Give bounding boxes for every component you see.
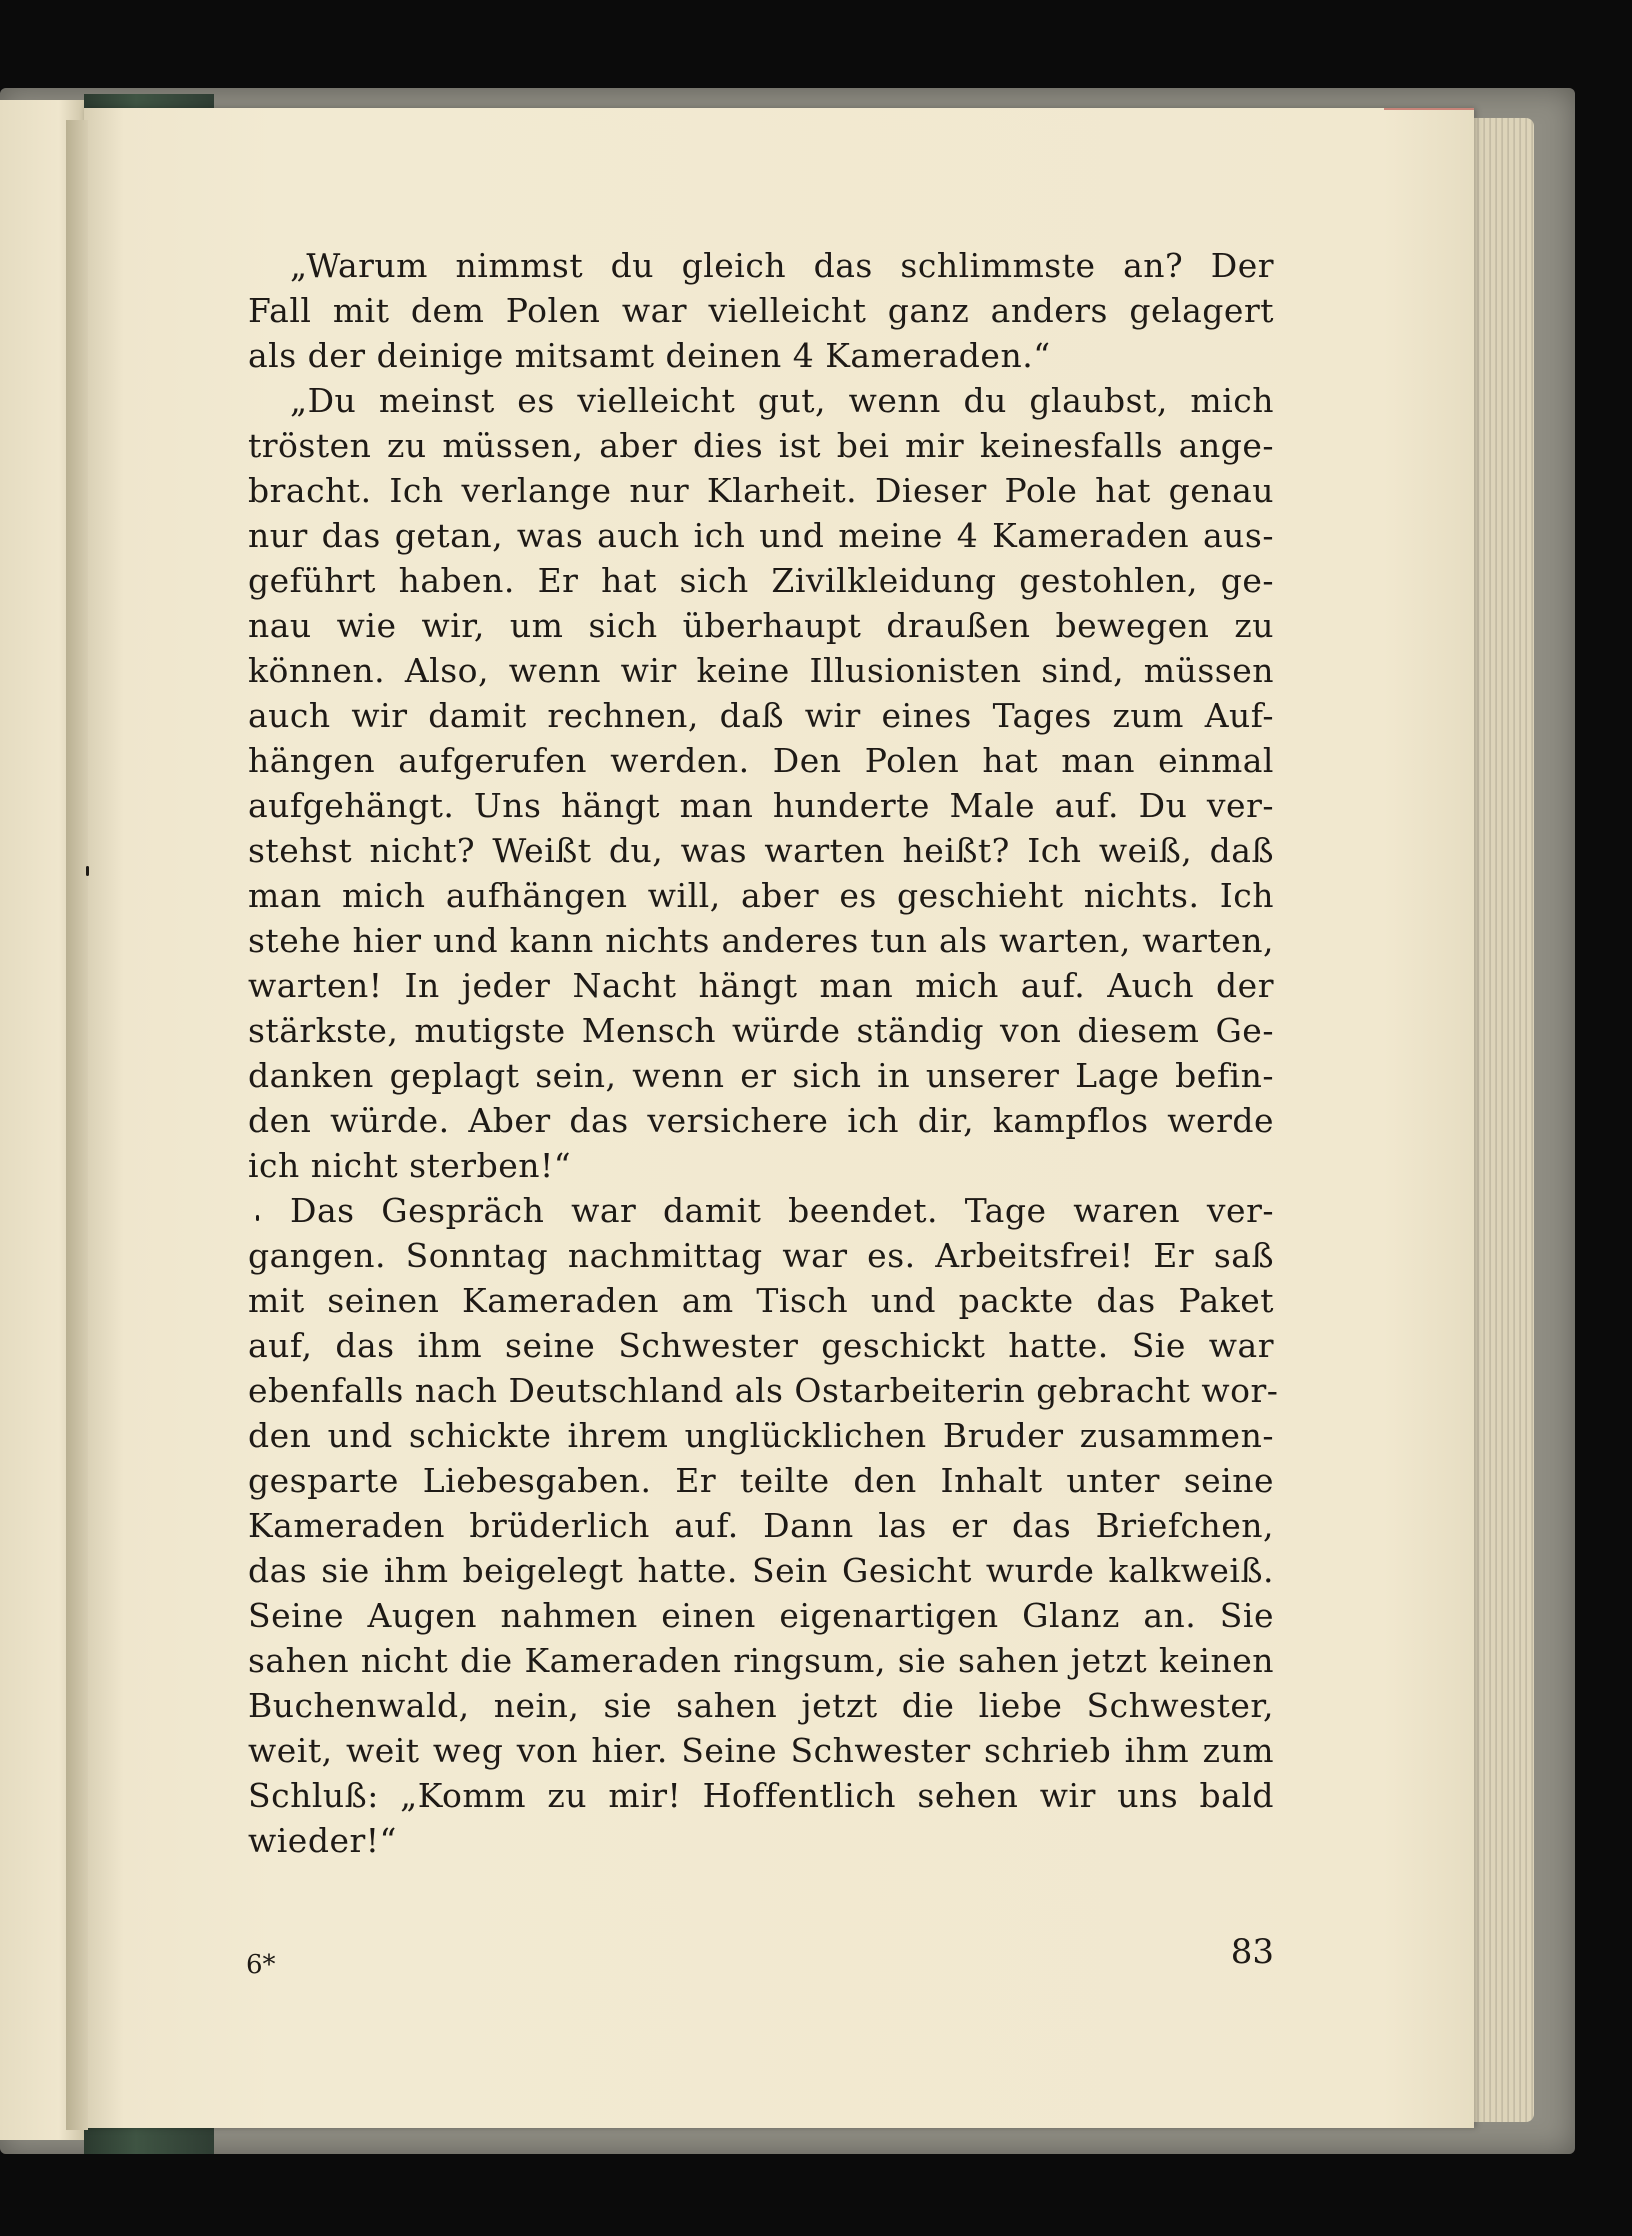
page-text (248, 244, 1279, 1944)
text-line: Schluß: „Komm zu mir! Hoffentlich sehen wir uns bald (248, 1776, 1274, 1815)
signature-mark: 6* (246, 1950, 276, 1980)
margin-speck (256, 1215, 259, 1221)
text-line: ich nicht sterben!“ (248, 1146, 572, 1185)
text-line: Fall mit dem Polen war vielleicht ganz anders gelagert (248, 291, 1274, 330)
page-gutter (66, 120, 88, 2130)
text-line: danken geplagt sein, wenn er sich in unserer Lage befin- (248, 1056, 1274, 1095)
text-line: aufgehängt. Uns hängt man hunderte Male auf. Du ver- (248, 786, 1274, 825)
text-line: stehst nicht? Weißt du, was warten heißt? Ich weiß, daß (248, 831, 1274, 870)
text-line: man mich aufhängen will, aber es geschieht nichts. Ich (248, 876, 1274, 915)
text-line: ebenfalls nach Deutschland als Ostarbeiterin gebracht wor- (248, 1371, 1279, 1410)
page-number: 83 (1230, 1932, 1274, 1972)
text-line: warten! In jeder Nacht hängt man mich auf. Auch der (248, 966, 1274, 1005)
text-line: hängen aufgerufen werden. Den Polen hat man einmal (248, 741, 1274, 780)
text-line: Seine Augen nahmen einen eigenartigen Glanz an. Sie (248, 1596, 1274, 1635)
text-line: weit, weit weg von hier. Seine Schwester schrieb ihm zum (248, 1731, 1274, 1770)
text-line: geführt haben. Er hat sich Zivilkleidung gestohlen, ge- (248, 561, 1274, 600)
text-line: Buchenwald, nein, sie sahen jetzt die liebe Schwester, (248, 1686, 1274, 1725)
text-line: mit seinen Kameraden am Tisch und packte das Paket (248, 1281, 1274, 1320)
text-line: „Du meinst es vielleicht gut, wenn du glaubst, mich (290, 381, 1274, 420)
text-line: Kameraden brüderlich auf. Dann las er das Briefchen, (248, 1506, 1274, 1545)
text-line: gangen. Sonntag nachmittag war es. Arbeitsfrei! Er saß (248, 1236, 1274, 1275)
page-edges (1468, 118, 1534, 2122)
text-line: können. Also, wenn wir keine Illusionisten sind, müssen (248, 651, 1274, 690)
text-line: „Warum nimmst du gleich das schlimmste an? Der (290, 246, 1274, 285)
text-line: bracht. Ich verlange nur Klarheit. Dieser Pole hat genau (248, 471, 1274, 510)
text-line: nur das getan, was auch ich und meine 4 Kameraden aus- (248, 516, 1274, 555)
text-line: den würde. Aber das versichere ich dir, kampflos werde (248, 1101, 1274, 1140)
text-line: Das Gespräch war damit beendet. Tage waren ver- (290, 1191, 1274, 1230)
text-line: den und schickte ihrem unglücklichen Bruder zusammen- (248, 1416, 1274, 1455)
text-line: gesparte Liebesgaben. Er teilte den Inhalt unter seine (248, 1461, 1274, 1500)
text-line: stehe hier und kann nichts anderes tun als warten, warten, (248, 921, 1274, 960)
text-line: auf, das ihm seine Schwester geschickt hatte. Sie war (248, 1326, 1274, 1365)
text-line: als der deinige mitsamt deinen 4 Kameraden.“ (248, 336, 1051, 375)
text-line: sahen nicht die Kameraden ringsum, sie sahen jetzt keinen (248, 1641, 1274, 1680)
text-line: auch wir damit rechnen, daß wir eines Tages zum Auf- (248, 696, 1274, 735)
text-line: trösten zu müssen, aber dies ist bei mir keinesfalls ange- (248, 426, 1274, 465)
text-line: stärkste, mutigste Mensch würde ständig von diesem Ge- (248, 1011, 1274, 1050)
text-line: nau wie wir, um sich überhaupt draußen bewegen zu (248, 606, 1274, 645)
text-line: das sie ihm beigelegt hatte. Sein Gesicht wurde kalkweiß. (248, 1551, 1274, 1590)
text-line: wieder!“ (248, 1821, 397, 1860)
margin-speck (86, 866, 89, 876)
